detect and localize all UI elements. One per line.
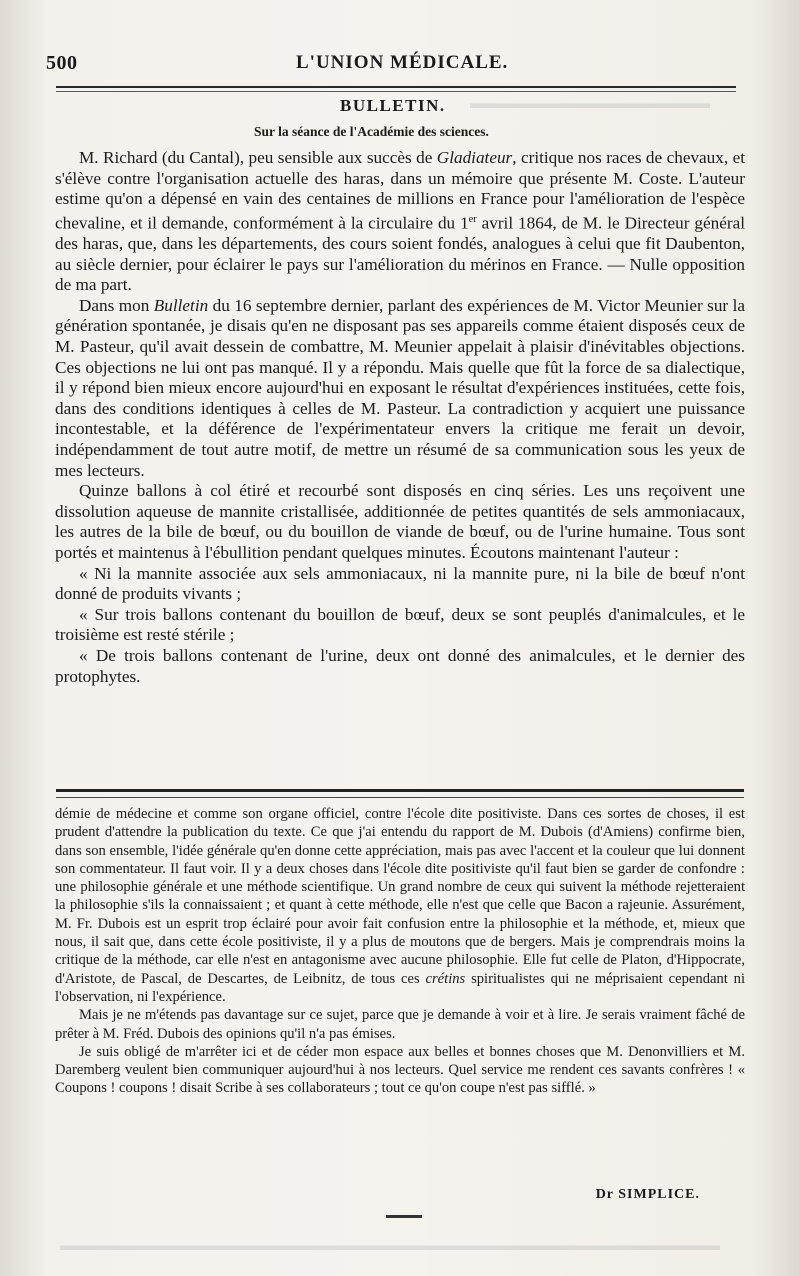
show-through-texture: ▬▬▬▬▬▬▬▬▬▬▬▬▬▬▬▬▬▬▬▬▬▬▬▬▬▬▬▬▬▬▬▬▬▬▬▬▬▬▬▬▬▬▬▬ (60, 1238, 720, 1254)
header-rule-thin (56, 91, 736, 92)
text-run: spiritualistes qui ne méprisaient cependant ni l'observation, ni l'expérience. (55, 970, 745, 1005)
paragraph-dubois: Mais je ne m'étends pas davantage sur ce sujet, parce que je demande à voir et à lire. Je serais vraiment fâché de prêter à M. Fréd. Dubois des opinions qu'il n'a pas émises. (55, 1007, 745, 1042)
quote-mannite: « Ni la mannite associée aux sels ammoniacaux, ni la mannite pure, ni la bile de bœuf n'ont donné de produits vivants ; (55, 563, 745, 604)
paragraph-positiviste (55, 805, 745, 1006)
show-through-texture: ▬▬▬▬▬▬▬▬▬▬▬▬▬▬▬▬ (470, 96, 710, 112)
page-number: 500 (46, 52, 78, 74)
section-subtitle: Sur la séance de l'Académie des sciences. (254, 124, 489, 139)
author-name: M. Richard (du Cantal), (79, 148, 245, 167)
page-header (46, 48, 736, 78)
continuation-article (55, 805, 745, 1098)
italic-text: crétins (425, 970, 466, 987)
quote-urine: « De trois ballons contenant de l'urine, deux ont donné des animalcules, et le dernier des protophytes. (55, 645, 745, 686)
signature: Dr SIMPLICE. (595, 1187, 700, 1202)
paragraph-ballons: Quinze ballons à col étiré et recourbé sont disposés en cinq séries. Les uns reçoivent une dissolution aqueuse de mannite cristallisée, additionnée de petites quantités de sels ammoniacaux, les autres de la bile de bœuf, ou du bouillon de viande de bœuf, ou de l'urine humaine. Tous sont portés et maintenus à l'ébullition pendant quelques minutes. Écoutons maintenant l'auteur : (55, 481, 745, 563)
section-title: BULLETIN. (340, 96, 446, 115)
text-run: avril 1864, de M. le Directeur général des haras, que, dans les départements, des cours soient fondés, analogues à celui que fit Daubenton, au siècle dernier, pour éclairer le pays sur l'amélioration du mérinos en France. — Nulle opposition de ma part. (55, 213, 745, 295)
text-run: Dans mon (79, 295, 154, 315)
bulletin-article (55, 148, 745, 687)
text-run: peu sensible aux succès de (244, 148, 437, 167)
paragraph-meunier (55, 296, 745, 481)
italic-text: Bulletin (153, 295, 209, 315)
superscript: er (468, 213, 477, 225)
paragraph-scribe: Je suis obligé de m'arrêter ici et de céder mon espace aux belles et bonnes choses que M. Denonvilliers et M. Daremberg veulent bien communiquer aujourd'hui à nos lecteurs. Quel service me rendent ces savants confrères ! « Coupons ! coupons ! disait Scribe à ses collaborateurs ; tout ce qu'on coupe n'est pas sifflé. » (55, 1043, 745, 1097)
text-run: démie de médecine et comme son organe officiel, contre l'école dite positiviste. Dans ces sortes de choses, il est prudent d'attendre la publication du texte. Ce que j'ai entendu du rapport de M. Dubois (d'Amiens) confirme bien, dans son ensemble, l'idée générale qu'en donne cette appréciation, mais pas avec l'accent et la couleur que lui donnent son commentateur. Il faut voir. Il y a deux choses dans l'école dite positiviste qu'il faut bien se garder de confondre : une philosophie générale et une méthode scientifique. Un grand nombre de ceux qui suivent la méthode rejetteraient la philosophie s'ils la connaissaient ; et quant à cette méthode, elle n'est que celle que Bacon a rajeunie. Assurément, M. Fr. Dubois est un esprit trop éclairé pour avoir fait confusion entre la philosophie et la méthode, et, mieux que nous, il sait que, dans cette école positiviste, il y a plus de moutons que de bergers. Mais je comprendrais moins la critique de la méthode, car elle n'est en antagonisme avec aucune philosophie. Elle fut celle de Platon, d'Hippocrate, d'Aristote, de Pascal, de Descartes, de Leibnitz, de tous ces (55, 806, 745, 987)
italic-text: Gladiateur (436, 148, 513, 167)
end-ornament (386, 1215, 422, 1218)
text-run: du 16 septembre dernier, parlant des expériences de M. Victor Meunier sur la génération spontanée, je disais qu'en ne disposant pas ses appareils comme étaient disposés ceux de M. Pasteur, qu'il avait dessein de combattre, M. Meunier appelait à plaisir d'inévitables objections. Ces objections ne lui ont pas manqué. Il y a répondu. Mais quelle que fût la force de sa dialectique, il y répond bien mieux encore aujourd'hui en exposant le résultat d'expériences instituées, cette fois, dans des conditions identiques à celles de M. Pasteur. La contradiction y acquiert une puissance incontestable, et la déférence de l'expérimentateur envers la critique me ferait un devoir, indépendamment de tout autre motif, de mettre un résumé de sa communication sous les yeux de mes lecteurs. (55, 295, 745, 480)
header-rule (56, 86, 736, 88)
column-separator-rule (56, 789, 744, 798)
text-run: , critique nos races de chevaux, et s'élève contre l'organisation actuelle des haras, dans un mémoire que présente M. Coste. L'auteur estime qu'on a dépensé en vain des centaines de millions en France pour l'amélioration de l'espèce chevaline, et il demande, conformément à la circulaire du 1 (55, 148, 745, 233)
paragraph-richard (55, 148, 745, 296)
quote-bouillon: « Sur trois ballons contenant du bouillon de bœuf, deux se sont peuplés d'animalcules, et le troisième est resté stérile ; (55, 604, 745, 645)
running-title: L'UNION MÉDICALE. (296, 52, 509, 73)
